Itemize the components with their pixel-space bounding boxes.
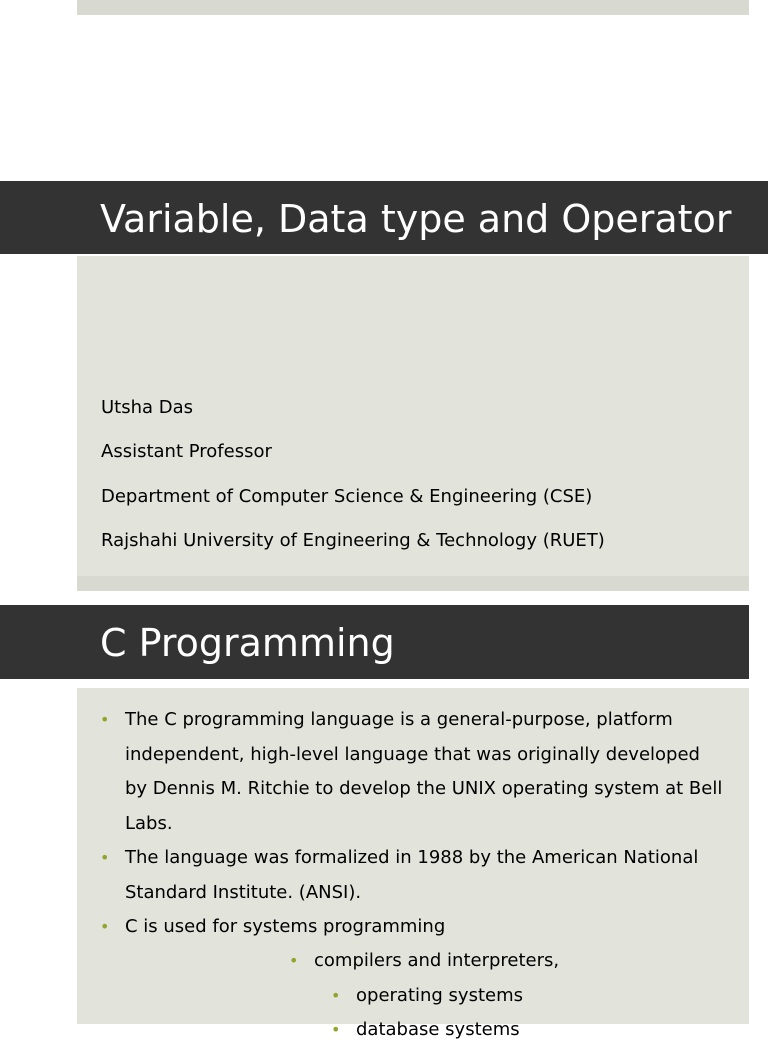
bullet-text: C is used for systems programming bbox=[125, 916, 446, 937]
bullet-icon: • bbox=[331, 1020, 341, 1039]
author-position: Assistant Professor bbox=[101, 441, 272, 462]
bullet-item bbox=[100, 910, 725, 945]
bullet-text: database systems bbox=[356, 1019, 520, 1040]
slide-title: Variable, Data type and Operator bbox=[100, 197, 732, 241]
author-department: Department of Computer Science & Engineering (CSE) bbox=[101, 486, 593, 507]
bullet-text: The C programming language is a general-purpose, platform independent, high-level language that was originally developed by Dennis M. Ritchie to develop the UNIX operating system at Bell Labs. bbox=[125, 709, 723, 834]
author-university: Rajshahi University of Engineering & Technology (RUET) bbox=[101, 530, 605, 551]
bullet-icon: • bbox=[331, 986, 341, 1005]
bullet-text: The language was formalized in 1988 by the American National Standard Institute. (ANSI). bbox=[125, 847, 699, 903]
presenter-info-panel-footer bbox=[77, 576, 749, 591]
previous-slide-bottom-strip bbox=[77, 0, 749, 15]
bullet-text: operating systems bbox=[356, 985, 524, 1006]
bullet-item bbox=[100, 841, 725, 910]
sub-bullet-item bbox=[289, 944, 734, 979]
bullet-icon: • bbox=[289, 951, 299, 970]
sub-bullet-item bbox=[331, 1013, 736, 1048]
bullet-item bbox=[100, 703, 725, 841]
bullet-text: compilers and interpreters, bbox=[314, 950, 560, 971]
bullet-icon: • bbox=[100, 848, 110, 867]
author-name: Utsha Das bbox=[101, 397, 194, 418]
sub-bullet-item bbox=[331, 979, 736, 1014]
bullet-icon: • bbox=[100, 917, 110, 936]
slide-title: C Programming bbox=[100, 621, 395, 665]
bullet-icon: • bbox=[100, 710, 110, 729]
